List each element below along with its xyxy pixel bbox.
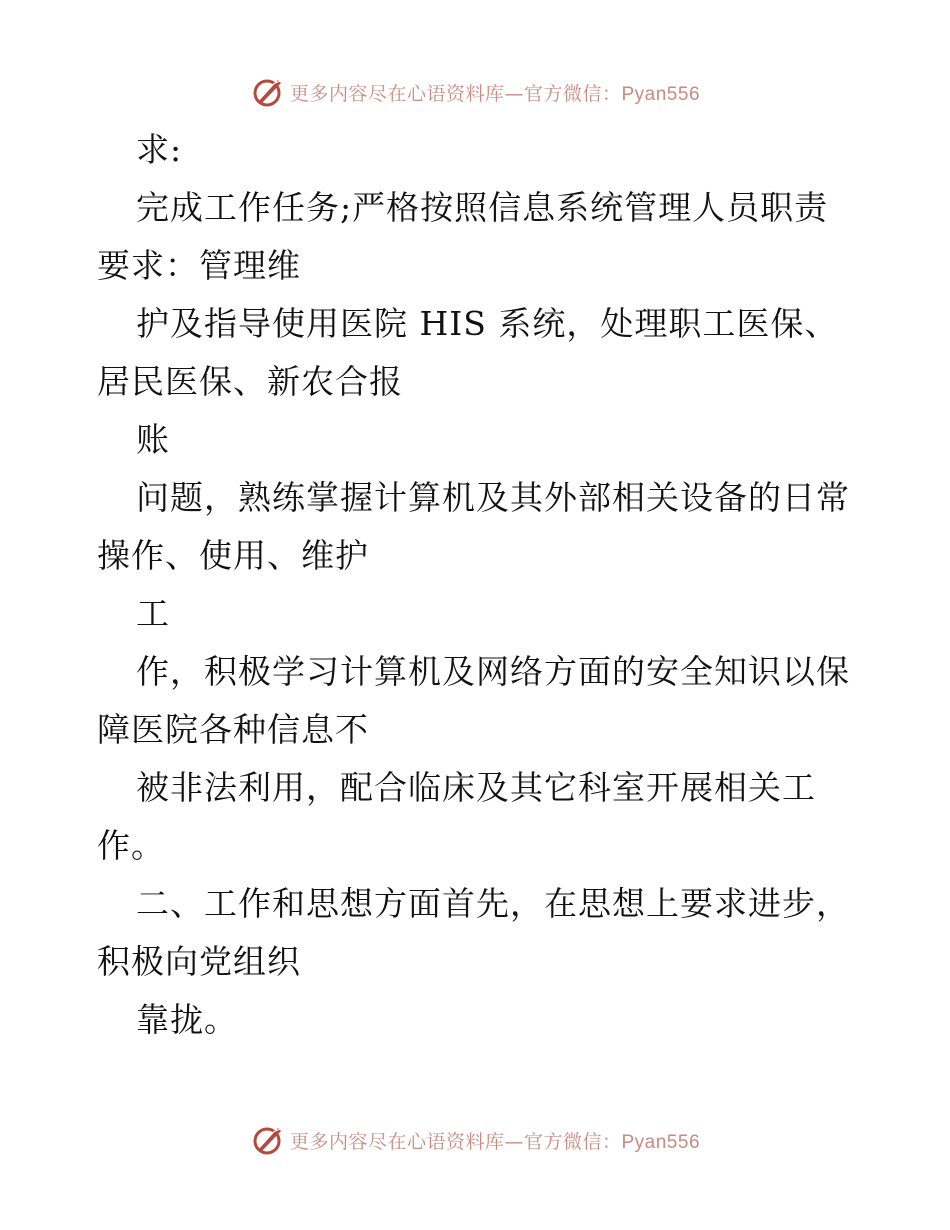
text-line: 工 xyxy=(136,594,170,633)
text-line: 被非法利用，配合临床及其它科室开展相关工 xyxy=(136,768,816,807)
quill-badge-icon xyxy=(250,1122,286,1158)
quill-badge-icon xyxy=(250,74,286,110)
watermark-text: 更多内容尽在心语资料库—官方微信：Pyan556 xyxy=(289,1130,701,1153)
text-line: 居民医保、新农合报 xyxy=(97,362,403,401)
text-line: 要求：管理维 xyxy=(97,246,301,285)
text-line: 求: xyxy=(136,130,183,169)
text-line: 护及指导使用医院 HIS 系统，处理职工医保、 xyxy=(136,304,839,343)
text-line: 靠拢。 xyxy=(136,1000,238,1039)
text-line: 操作、使用、维护 xyxy=(97,536,369,575)
text-line: 作，积极学习计算机及网络方面的安全知识以保 xyxy=(136,652,850,691)
text-line: 问题，熟练掌握计算机及其外部相关设备的日常 xyxy=(136,478,850,517)
text-line: 障医院各种信息不 xyxy=(97,710,369,749)
footer-watermark xyxy=(0,1120,950,1160)
watermark-text: 更多内容尽在心语资料库—官方微信：Pyan556 xyxy=(289,82,701,105)
text-line: 账 xyxy=(136,420,170,459)
text-line: 作。 xyxy=(97,826,165,865)
text-line: 二、工作和思想方面首先，在思想上要求进步， xyxy=(136,884,850,923)
header-watermark xyxy=(0,72,950,112)
text-line: 积极向党组织 xyxy=(97,942,301,981)
text-line: 完成工作任务;严格按照信息系统管理人员职责 xyxy=(136,188,829,227)
